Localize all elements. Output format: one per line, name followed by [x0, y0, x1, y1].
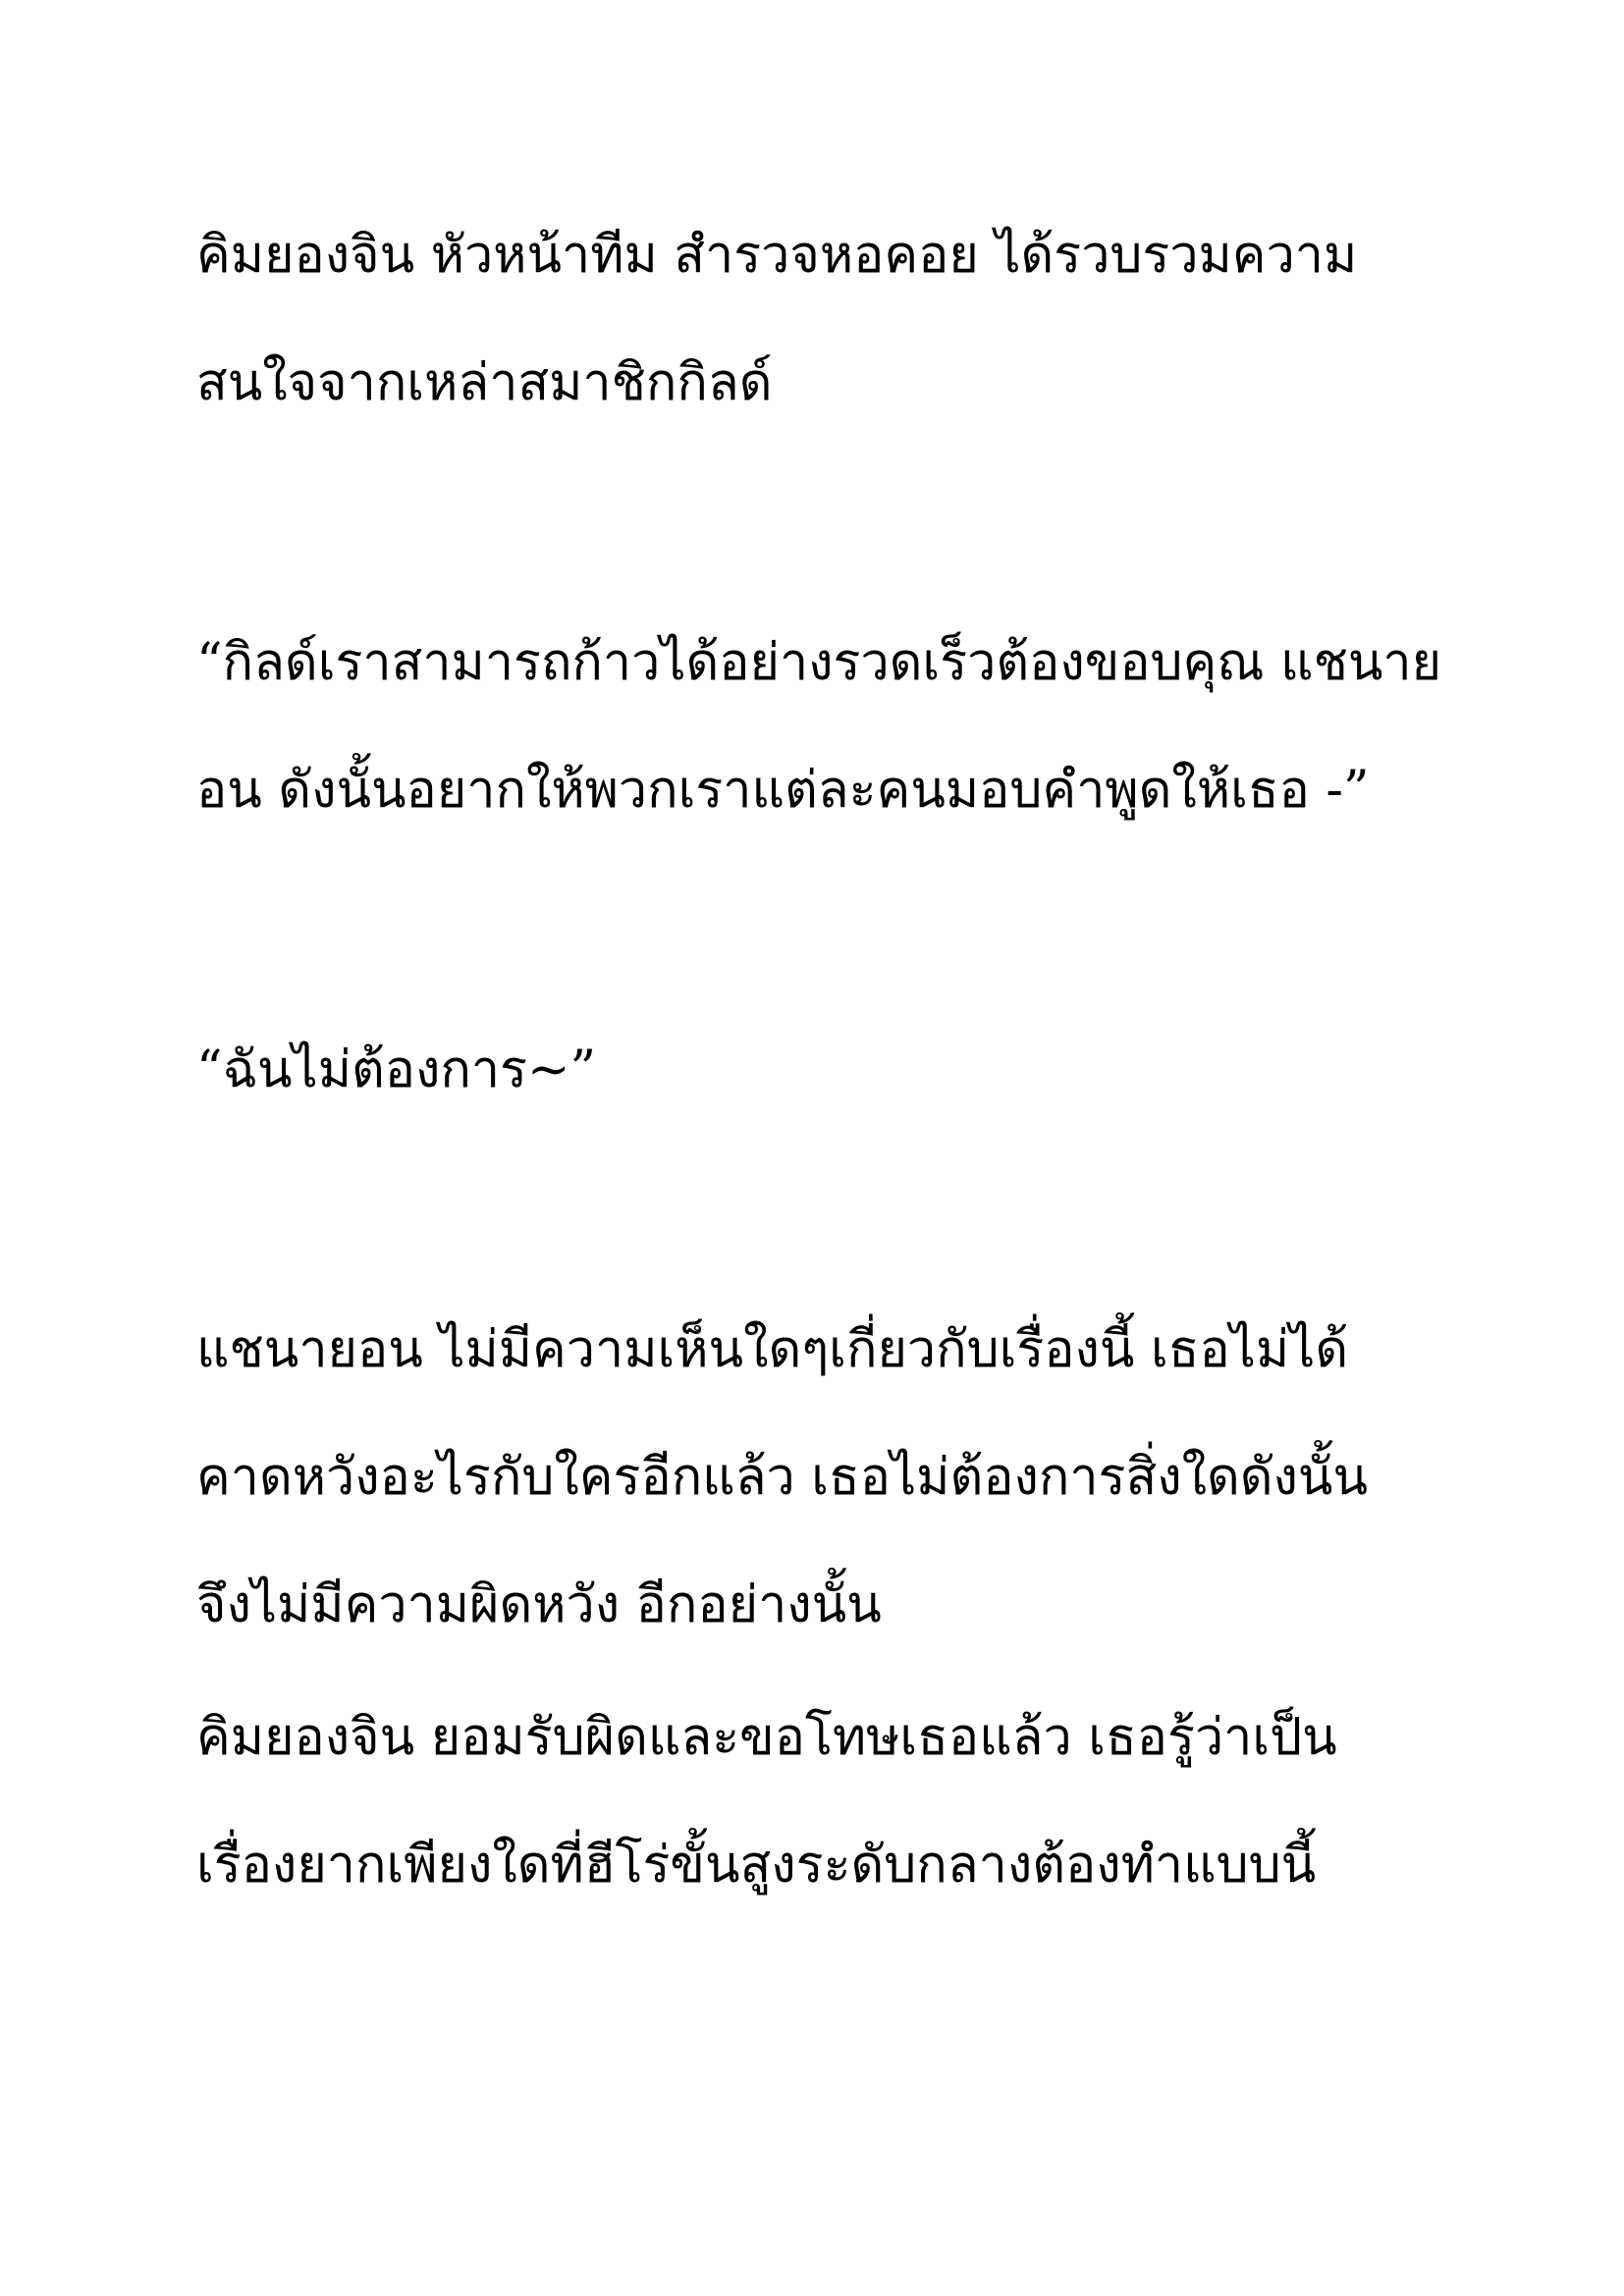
paragraph-1-line-1: คิมยองจิน หัวหน้าทีม สำรวจหอคอย ได้รวบรวมความ: [196, 226, 1358, 285]
paragraph-2-line-2: อน ดังนั้นอยากให้พวกเราแต่ละคนมอบคำพูดให้เธอ -”: [196, 761, 1370, 820]
paragraph-4-line-2: คาดหวังอะไรกับใครอีกแล้ว เธอไม่ต้องการสิ่งใดดังนั้น: [196, 1448, 1369, 1507]
paragraph-3-line-1: “ฉันไม่ต้องการ~”: [196, 1041, 597, 1099]
paragraph-5-line-1: คิมยองจิน ยอมรับผิดและขอโทษเธอแล้ว เธอรู้ว่าเป็น: [196, 1708, 1337, 1767]
paragraph-4-line-1: แชนายอน ไม่มีความเห็นใดๆเกี่ยวกับเรื่องนี้ เธอไม่ได้: [196, 1320, 1349, 1379]
paragraph-2-line-1: “กิลด์เราสามารถก้าวได้อย่างรวดเร็วต้องขอบคุณ แชนาย: [196, 633, 1442, 692]
paragraph-1-line-2: สนใจจากเหล่าสมาชิกกิลด์: [196, 353, 773, 412]
paragraph-5-line-2: เรื่องยากเพียงใดที่ฮีโร่ขั้นสูงระดับกลางต้องทำแบบนี้: [196, 1836, 1317, 1895]
paragraph-4-line-3: จึงไม่มีความผิดหวัง อีกอย่างนั้น: [196, 1575, 882, 1634]
